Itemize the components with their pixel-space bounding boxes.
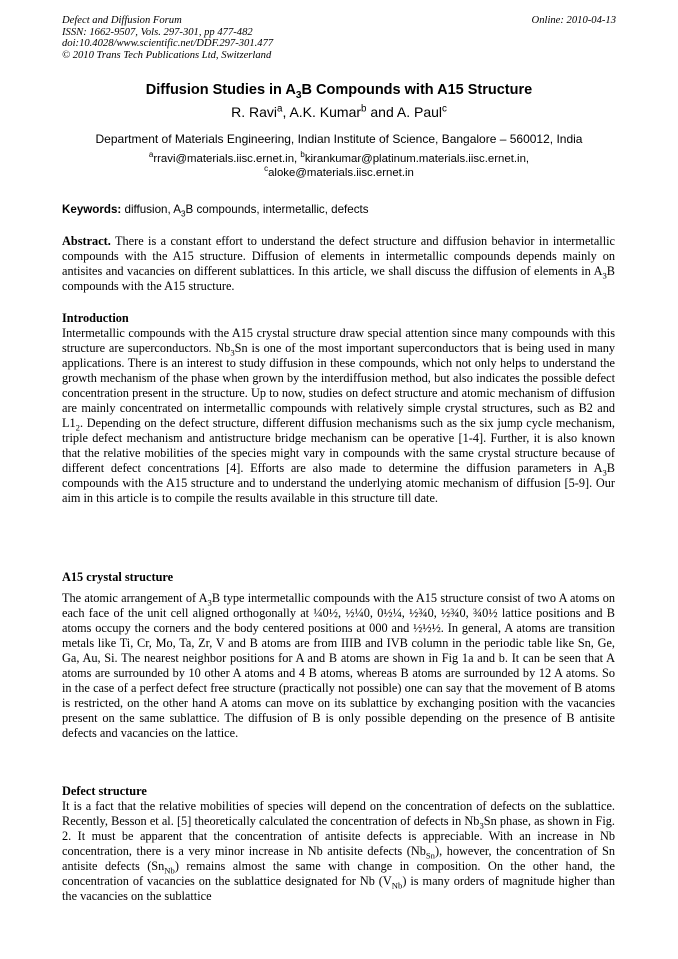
abstract-label: Abstract. bbox=[62, 234, 111, 248]
journal-doi: doi:10.4028/www.scientific.net/DDF.297-301.477 bbox=[62, 38, 274, 50]
journal-name: Defect and Diffusion Forum bbox=[62, 15, 182, 26]
journal-issn: ISSN: 1662-9507, Vols. 297-301, pp 477-482 bbox=[62, 26, 253, 38]
keywords-label: Keywords: bbox=[62, 203, 122, 216]
section-heading: Defect structure bbox=[62, 784, 147, 798]
online-date: Online: 2010-04-13 bbox=[531, 15, 616, 26]
author-ravi: R. Ravi bbox=[231, 104, 277, 120]
author-kumar: A.K. Kumar bbox=[289, 104, 362, 120]
email-paul[interactable]: aloke@materials.iisc.ernet.in bbox=[268, 167, 414, 179]
affiliation: Department of Materials Engineering, Indian Institute of Science, Bangalore – 560012, India bbox=[95, 132, 583, 146]
author-paul: A. Paul bbox=[396, 104, 443, 120]
section-a15-structure bbox=[62, 570, 615, 741]
section-heading: Introduction bbox=[62, 311, 129, 325]
section-heading: A15 crystal structure bbox=[62, 570, 174, 584]
paragraph: Intermetallic compounds with the A15 crystal structure draw special attention since many compounds with this structure are superconductors. $Nb_3Sn$ is one of the most important superconductors that is being used in many applications. There is an interest to study diffusion in these compounds, which not only helps to understand the growth mechanism of the phase when grown by the interdiffusion method, but also indicates the possible defect concentration present in the structure. Up to now, studies on defect structure and atomic mechanism of diffusion are mainly concentrated on intermetallic compounds with relatively simple crystal structures, such as B2 and $L1_2$. Depending on the defect structure, different diffusion mechanisms such as the six jump cycle mechanism, triple defect mechanism and antistructure bridge mechanism can be operative [1-4]. Further, it is also known that the relative mobilities of the species might vary in compounds with the same crystal structure because of different defect concentrations [4]. Efforts are also made to determine the diffusion parameters in $A_3B$ compounds with the A15 structure and to understand the underlying atomic mechanism of diffusion [5-9]. Our aim in this article is to compile the results available in this structure till date. bbox=[62, 326, 615, 505]
paragraph: It is a fact that the relative mobilities of species will depend on the concentration of defects on the sublattice. Recently, Besson et al. [5] theoretically calculated the concentration of defects in $Nb_3Sn$ phase, as shown in Fig. 2. It must be apparent that the concentration of antisite defects is appreciable. With an increase in Nb concentration, there is a very minor increase in Nb antisite defects $(Nb_{Sn})$, however, the concentration of Sn antisite defects $(Sn_{Nb})$ remains almost the same with change in composition. On the other hand, the concentration of vacancies on the sublattice designated for Nb $(V_{Nb})$ is many orders of magnitude higher than the vacancies on the sublattice bbox=[62, 799, 615, 903]
keywords: Keywords: diffusion, $A_3B$ compounds, intermetallic, defects bbox=[62, 203, 369, 219]
section-introduction bbox=[62, 311, 615, 506]
email-ravi[interactable]: rravi@materials.iisc.ernet.in, bbox=[153, 153, 301, 165]
journal-copyright: © 2010 Trans Tech Publications Ltd, Switzerland bbox=[62, 49, 272, 61]
abstract: Abstract. There is a constant effort to understand the defect structure and diffusion behavior in intermetallic compounds with the A15 structure. Diffusion of elements in intermetallic compounds depends mainly on antisites and vacancies on different sublattices. In this article, we shall discuss the diffusion of elements in $A_3B$ compounds with the A15 structure. bbox=[62, 234, 615, 293]
journal-header bbox=[62, 15, 273, 61]
section-defect-structure bbox=[62, 784, 615, 904]
paragraph: The atomic arrangement of $A_3B$ type intermetallic compounds with the A15 structure consist of two A atoms on each face of the unit cell aligned orthogonally at ¼0½, ½¼0, 0½¼, ½¾0, ½¾0, ¾0½ lattice positions and B atoms occupy the corners and the body centered positions at 000 and ½½½. In general, A atoms are transition metals like Ti, Cr, Mo, Ta, Zr, V and B atoms are from IIIB and IVB column in the periodic table like Sn, Ge, Ga, Au, Si. The nearest neighbor positions for A and B atoms are shown in Fig 1a and b. It can be seen that A atoms are surrounded by 10 other A atoms and 4 B atoms, whereas B atoms are surrounded by 12 A atoms. So in the case of a perfect defect free structure (practically not possible) one can say that the movement of B atoms is restricted, on the other hand A atoms can move on its sublattice by exchanging position with the vacancies present on the same sublattice. The diffusion of B is only possible depending on the presence of B antisite defects and vacancies on the lattice. bbox=[62, 591, 615, 740]
author-emails: $^a$rravi@materials.iisc.ernet.in, $^b$kirankumar@platinum.materials.iisc.ernet.in, $^c$aloke@materials.iisc.ernet.in bbox=[148, 150, 530, 179]
email-kumar[interactable]: kirankumar@platinum.materials.iisc.ernet.in, bbox=[304, 153, 530, 165]
author-list: R. Ravi$^a$, A.K. Kumar$^b$ and A. Paul$^c$ bbox=[231, 103, 447, 120]
paper-title: Diffusion Studies in $A_3B$ Compounds with A15 Structure bbox=[145, 82, 533, 101]
